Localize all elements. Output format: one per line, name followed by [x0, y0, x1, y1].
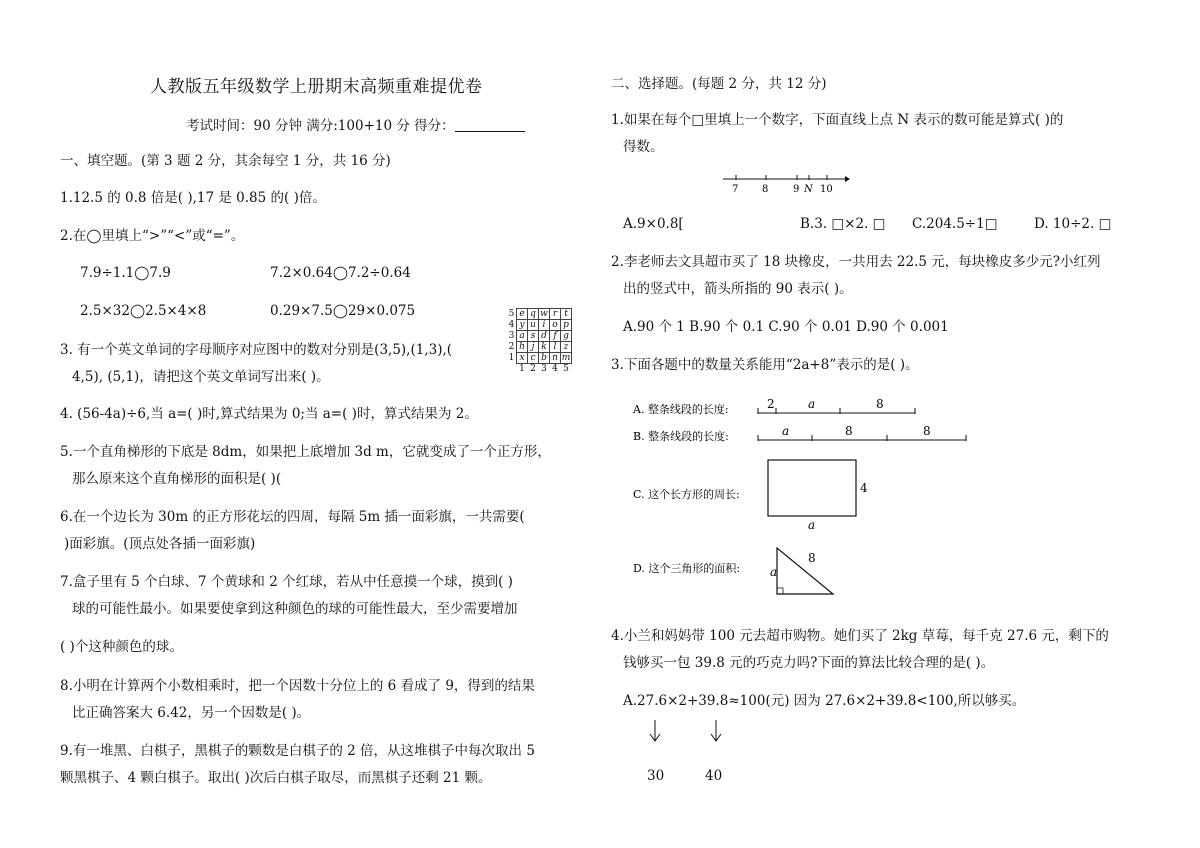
- question-2-3: 3.下面各题中的数量关系能用“2a+8”表示的是( )。: [611, 357, 919, 373]
- score-blank: [455, 117, 525, 132]
- grid-cell: b: [539, 353, 550, 364]
- section1-heading: 一、填空题。(第 3 题 2 分，其余每空 1 分，共 16 分): [60, 153, 391, 169]
- number-line-tick: 7: [732, 184, 739, 195]
- question-1-6-line2: )面彩旗。(顶点处各插一面彩旗): [64, 536, 256, 552]
- number-line-tick: 8: [762, 184, 769, 195]
- grid-cell: x: [517, 353, 528, 364]
- grid-row-label: 1: [508, 353, 515, 363]
- q2-1-option-a: A.9×0.8[: [623, 216, 684, 232]
- section2-heading: 二、选择题。(每题 2 分，共 12 分): [611, 76, 827, 92]
- segment-label: a: [782, 424, 790, 438]
- rect-label: 4: [860, 481, 868, 495]
- question-1-2: 2.在◯里填上“>”“<”或“=”。: [60, 228, 245, 244]
- grid-cell: t: [561, 309, 572, 320]
- q2-1-option-d: D. 10÷2. □: [1034, 216, 1112, 232]
- q2-2-options: A.90 个 1 B.90 个 0.1 C.90 个 0.01 D.90 个 0.001: [623, 319, 949, 335]
- grid-cell: y: [517, 320, 528, 331]
- figure-option-c: C. 这个长方形的周长:: [633, 488, 740, 501]
- grid-cell: e: [517, 309, 528, 320]
- question-1-9-line2: 颗黑棋子、4 颗白棋子。取出( )次后白棋子取尽，而黑棋子还剩 21 颗。: [60, 770, 492, 786]
- grid-cell: l: [550, 342, 561, 353]
- grid-cell: i: [539, 320, 550, 331]
- letter-grid: [507, 308, 572, 374]
- number-line-tick: 9: [793, 184, 800, 195]
- grid-cell: r: [550, 309, 561, 320]
- question-2-4-line2: 钱够买一包 39.8 元的巧克力吗?下面的算法比较合理的是( )。: [623, 655, 995, 671]
- grid-row-label: 5: [508, 309, 515, 319]
- segment-label: 8: [923, 424, 931, 438]
- grid-col-label: 1: [519, 364, 525, 374]
- triangle-label: 8: [808, 551, 816, 565]
- compare-d: 0.29×7.5◯29×0.075: [270, 303, 416, 319]
- question-2-1-line2: 得数。: [623, 139, 664, 155]
- grid-col-label: 5: [563, 364, 569, 374]
- grid-row-label: 3: [508, 331, 515, 341]
- question-1-9-line1: 9.有一堆黑、白棋子，黑棋子的颗数是白棋子的 2 倍，从这堆棋子中每次取出 5: [60, 743, 535, 759]
- question-1-6-line1: 6.在一个边长为 30m 的正方形花坛的四周，每隔 5m 插一面彩旗，一共需要(: [60, 509, 525, 525]
- compare-a: 7.9÷1.1◯7.9: [80, 265, 171, 281]
- grid-cell: z: [561, 342, 572, 353]
- page-title: 人教版五年级数学上册期末高频重难提优卷: [150, 77, 483, 97]
- number-line-tick: 10: [820, 184, 833, 195]
- grid-cell: h: [517, 342, 528, 353]
- question-1-7-line2: 球的可能性最小。如果要使拿到这种颜色的球的可能性最大，至少需要增加: [72, 601, 518, 617]
- grid-cell: a: [517, 331, 528, 342]
- grid-row-label: 2: [508, 342, 515, 352]
- grid-cell: u: [528, 320, 539, 331]
- arrow-value-2: 40: [705, 768, 723, 784]
- grid-cell: j: [528, 342, 539, 353]
- question-2-1-line1: 1.如果在每个□里填上一个数字，下面直线上点 N 表示的数可能是算式( )的: [611, 112, 1064, 128]
- q2-4-option-a: A.27.6×2+39.8≈100(元) 因为 27.6×2+39.8<100,所以够买。: [623, 693, 1026, 709]
- q2-1-option-b: B.3. □×2. □: [800, 216, 886, 232]
- grid-cell: q: [528, 309, 539, 320]
- grid-col-label: 4: [552, 364, 558, 374]
- question-1-8-line2: 比正确答案大 6.42，另一个因数是( )。: [72, 705, 311, 721]
- number-line-tick: N: [804, 184, 813, 195]
- question-1-5-line1: 5.一个直角梯形的下底是 8dm，如果把上底增加 3d m，它就变成了一个正方形，: [60, 444, 551, 460]
- question-1-7-line3: ( )个这种颜色的球。: [60, 639, 183, 655]
- grid-cell: g: [561, 331, 572, 342]
- grid-cell: p: [561, 320, 572, 331]
- rect-label: a: [808, 518, 816, 532]
- grid-cell: w: [540, 309, 548, 319]
- question-1-1: 1.12.5 的 0.8 倍是( ),17 是 0.85 的( )倍。: [60, 190, 326, 206]
- grid-cell: f: [550, 331, 561, 342]
- question-1-3-line1: 3. 有一个英文单词的字母顺序对应图中的数对分别是(3,5),(1,3),(: [60, 342, 453, 358]
- figure-option-a: A. 整条线段的长度:: [633, 403, 729, 416]
- segment-label: 8: [876, 397, 884, 411]
- question-1-7-line1: 7.盒子里有 5 个白球、7 个黄球和 2 个红球，若从中任意摸一个球，摸到( ): [60, 574, 513, 590]
- grid-cell: o: [550, 320, 561, 331]
- grid-cell: s: [528, 331, 539, 342]
- segment-label: 2: [767, 397, 775, 411]
- compare-c: 2.5×32◯2.5×4×8: [80, 303, 207, 319]
- grid-cell: m: [561, 353, 571, 363]
- question-1-3-line2: 4,5), (5,1)，请把这个英文单词写出来( )。: [72, 369, 330, 385]
- segment-label: a: [808, 397, 816, 411]
- exam-info-text: 考试时间：90 分钟 满分:100+10 分 得分：: [186, 118, 455, 134]
- figure-option-b: B. 整条线段的长度:: [633, 430, 729, 443]
- grid-cell: d: [539, 331, 550, 342]
- question-2-2-line2: 出的竖式中，箭头所指的 90 表示( )。: [623, 281, 853, 297]
- exam-info: [186, 117, 525, 135]
- grid-row-label: 4: [508, 320, 515, 330]
- q2-4-arrows: [645, 718, 735, 748]
- question-1-8-line1: 8.小明在计算两个小数相乘时，把一个因数十分位上的 6 看成了 9，得到的结果: [60, 678, 535, 694]
- number-line: [720, 172, 850, 196]
- question-1-5-line2: 那么原来这个直角梯形的面积是( )(: [72, 471, 282, 487]
- q2-1-option-c: C.204.5÷1□: [912, 216, 998, 232]
- compare-b: 7.2×0.64◯7.2÷0.64: [270, 265, 411, 281]
- question-2-4-line1: 4.小兰和妈妈带 100 元去超市购物。她们买了 2kg 草莓，每千克 27.6 元，剩下的: [611, 628, 1109, 644]
- segment-label: 8: [845, 424, 853, 438]
- figure-option-d: D. 这个三角形的面积:: [633, 562, 741, 575]
- grid-cell: k: [539, 342, 550, 353]
- q2-3-figure: [630, 390, 980, 605]
- grid-col-label: 2: [530, 364, 536, 374]
- grid-cell: n: [550, 353, 561, 364]
- question-1-4: 4. (56-4a)÷6,当 a=( )时,算式结果为 0;当 a=( )时，算式结果为 2。: [60, 406, 478, 422]
- triangle-label: a: [770, 565, 778, 579]
- grid-cell: c: [528, 353, 539, 364]
- question-2-2-line1: 2.李老师去文具超市买了 18 块橡皮，一共用去 22.5 元，每块橡皮多少元?小红列: [611, 254, 1101, 270]
- arrow-value-1: 30: [647, 768, 665, 784]
- grid-col-label: 3: [541, 364, 547, 374]
